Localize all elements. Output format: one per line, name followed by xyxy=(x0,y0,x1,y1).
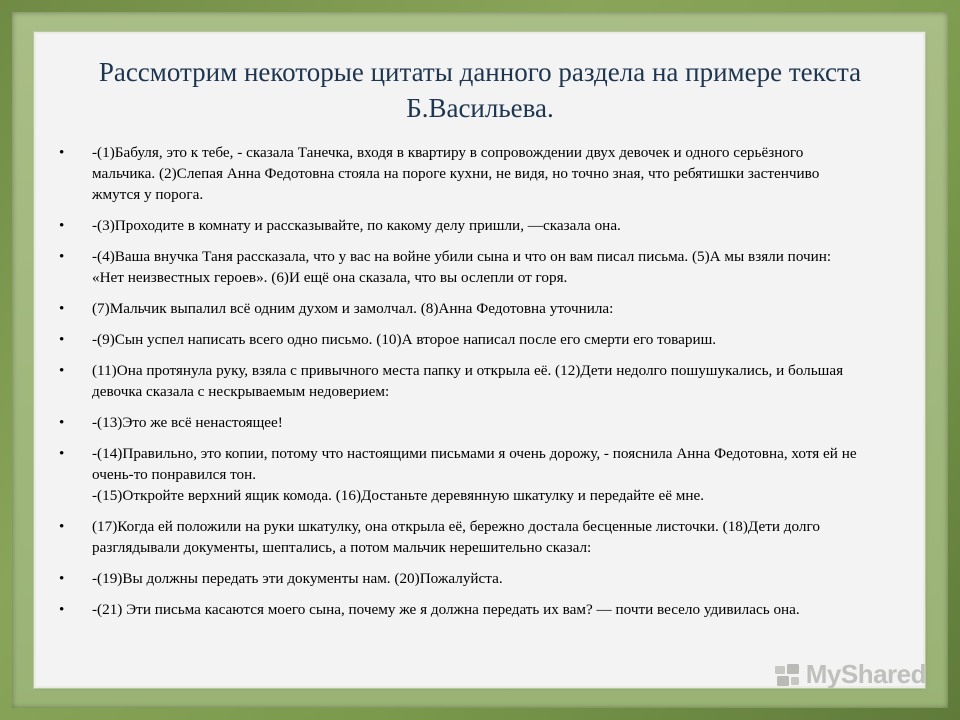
list-item: • -(1)Бабуля, это к тебе, - сказала Танечка, входя в квартиру в сопровождении двух девочек и одного серьёзного мальчика. (2)Слепая Анна Федотовна стояла на пороге кухни, не видя, но точно зная, что ребятишки застенчиво жмутся у порога. xyxy=(59,142,859,205)
watermark-text: MyShared xyxy=(805,659,926,689)
list-item: • (11)Она протянула руку, взяла с привычного места папку и открыла её. (12)Дети недолго пошушукались, и большая девочка сказала с нескрываемым недоверием: xyxy=(59,360,859,402)
list-item: • (17)Когда ей положили на руки шкатулку, она открыла её, бережно достала бесценные листочки. (18)Дети долго разглядывали документы, шептались, а потом мальчик нерешительно сказал: xyxy=(59,516,859,558)
list-item: • (7)Мальчик выпалил всё одним духом и замолчал. (8)Анна Федотовна уточнила: xyxy=(59,298,859,319)
slide-title: Рассмотрим некоторые цитаты данного раздела на примере текста Б.Васильева. xyxy=(98,57,862,123)
watermark xyxy=(774,659,926,690)
list-item: • -(21) Эти письма касаются моего сына, почему же я должна передать их вам? — почти весело удивилась она. xyxy=(59,599,859,620)
list-item: • -(14)Правильно, это копии, потому что настоящими письмами я очень дорожу, - пояснила Анна Федотовна, хотя ей не очень-то понравился тон. -(15)Откройте верхний ящик комода. (16)Достаньте деревянную шкатулку и передайте её мне. xyxy=(59,443,859,506)
list-item: • -(19)Вы должны передать эти документы нам. (20)Пожалуйста. xyxy=(59,568,859,589)
list-item: • -(3)Проходите в комнату и рассказывайте, по какому делу пришли, —сказала она. xyxy=(59,215,859,236)
list-item: • -(9)Сын успел написать всего одно письмо. (10)А второе написал после его смерти его товариш. xyxy=(59,329,859,350)
quote-list xyxy=(59,142,859,630)
list-item: • -(13)Это же всё ненастоящее! xyxy=(59,412,859,433)
list-item: • -(4)Ваша внучка Таня рассказала, что у вас на войне убили сына и что он вам писал письма. (5)А мы взяли почин: «Нет неизвестных героев». (6)И ещё она сказала, что вы ослепли от горя. xyxy=(59,246,859,288)
myshared-logo-icon xyxy=(774,663,800,687)
